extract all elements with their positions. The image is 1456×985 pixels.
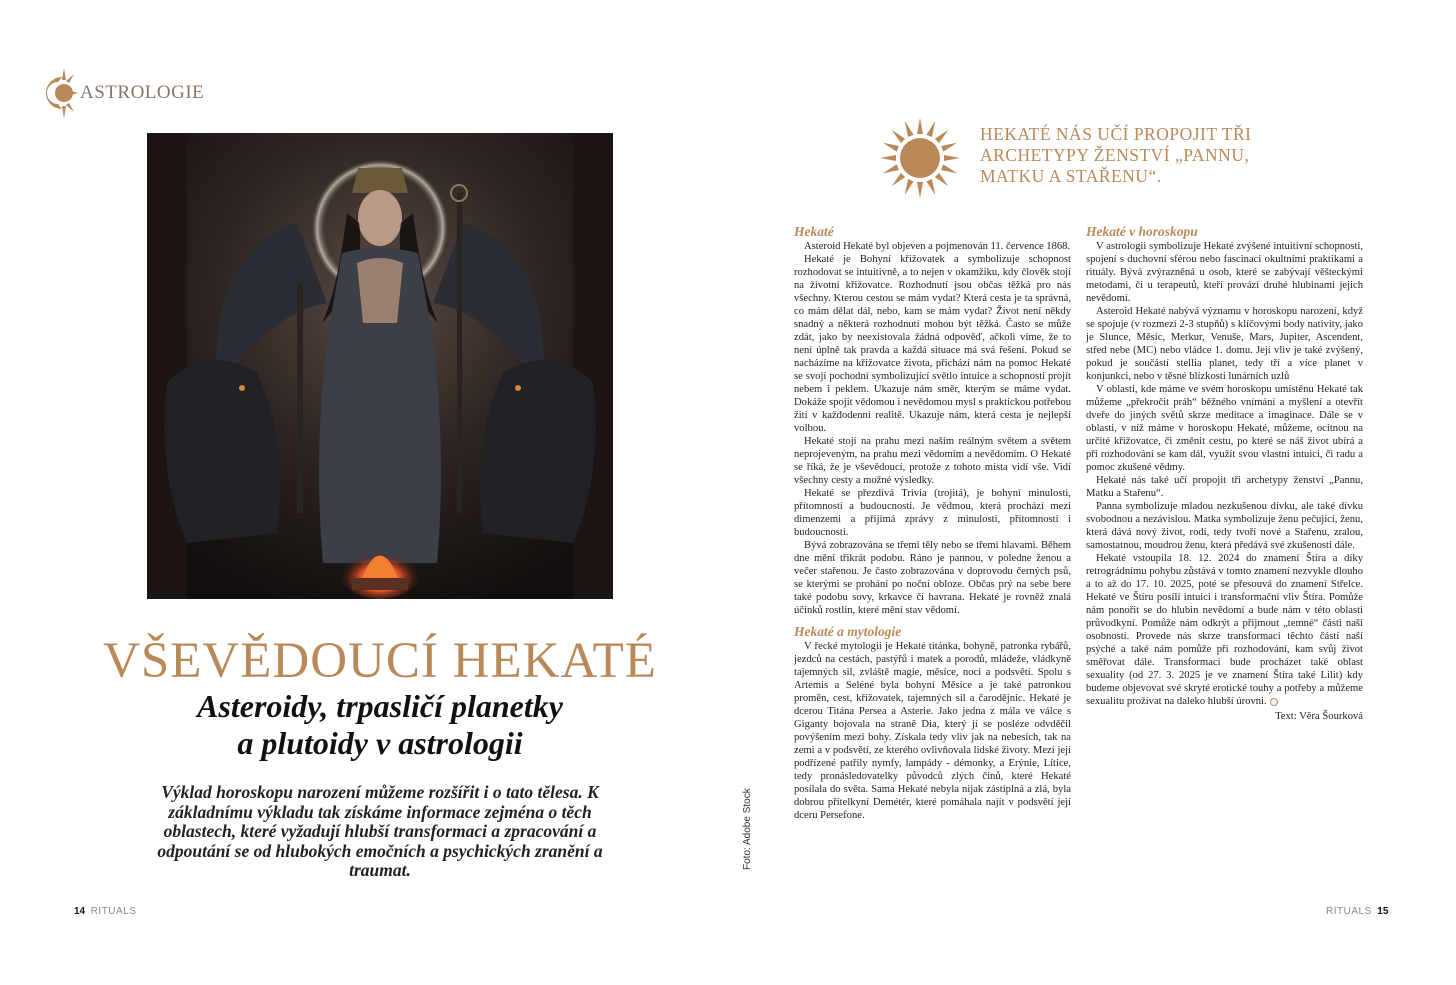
heading-hekate: Hekaté bbox=[794, 224, 834, 239]
paragraph-text: Hekaté vstoupila 18. 12. 2024 do znamení Štíra a díky retrográdnímu pohybu zůstává v tomto znamení nezvykle dlouho a to až do 17. 10. 2025, poté se přesouvá do znamení Střelce. Hekaté ve Štíru posílí intuici i transformační vliv Štíra. Pomůže nám ponořit se do hlubin nevědomí a bude nám v této oblasti průvodkyní. Pomůže nám odkrýt a přijmout „temné“ části naší osobnosti. Provede nás skrze transformaci těchto částí naší psýché a také nám pomůže při rozhodování, kam svůj život směřovat dále. Transformaci bude procházet také oblast sexuality (od 27. 3. 2025 je ve znamení Štíra také Lilit) kdy budeme objevovat své skryté erotické touhy a potřeby a můžeme sexualitu prožívat na daleko hlubší úrovni. bbox=[1086, 553, 1363, 707]
paragraph: Panna symbolizuje mladou nezkušenou dívku, ale také dívku svobodnou a nezávislou. Matka symbolizuje ženu pečující, ženu, která dává nový život, rodí, tedy tvoří nové a Stařenu, zralou, samostatnou, moudrou ženu, která předává své zkušenosti dále. bbox=[1086, 501, 1363, 551]
magazine-name-left: RITUALS bbox=[90, 906, 137, 917]
sun-emblem-icon bbox=[879, 117, 961, 199]
photo-credit: Foto: Adobe Stock bbox=[742, 788, 753, 870]
paragraph: V řecké mytologii je Hekaté titánka, bohyně, patronka rybářů, jezdců na cestách, pastýřů i matek a porodů, mládeže, vládkyně tajemných sil, zvláště magie, měsíce, noci a podsvětí. Spolu s Artemis a Seléné byla bohyní Měsíce a je také patronkou proměn, cest, křižovatek, tajemných sil a čarodějnic. Hekaté je dcerou Titána Persea a Asterie. Jako jedna z mála ve válce s Giganty bojovala na straně Dia, který jí se posléze odvděčil povýšením mezi bohy. Získala tedy vliv jak na nebesích, tak na zemi a v podsvětí, ze kterého ovlivňovala lidské životy. Mezi její podřízené patřily nymfy, lampády - démonky, a Erýnie, Lítice, tedy pronásledovatelky původců zlých činů, které Hekaté posílala do světa. Sama Hekaté nebyla nijak zástiplná a zlá, byla dobrou přítelkyní Demétér, které pomáhala najít v podsvětí její dceru Persefone. bbox=[794, 641, 1071, 821]
heading-horoscope: Hekaté v horoskopu bbox=[1086, 224, 1198, 239]
magazine-name-right: RITUALS bbox=[1326, 906, 1372, 917]
hekate-illustration-image bbox=[147, 133, 613, 599]
page-number-right: 15 bbox=[1377, 906, 1389, 917]
end-of-article-icon bbox=[1270, 698, 1278, 706]
paragraph: Asteroid Hekaté nabývá významu v horoskopu narození, když se spojuje (v rozmezí 2-3 stupňů) s klíčovými body nativity, jako je Slunce, Měsíc, Merkur, Venuše, Mars, Jupiter, Ascendent, střed nebe (MC) nebo vládce 1. domu. Její vliv je také zvýšený, pokud je součástí stellia planet, tedy tří a více planet v konjunkci, nebo v těsné blízkosti lunárních uzlů bbox=[1086, 306, 1363, 382]
paragraph: Hekaté je Bohyní křižovatek a symbolizuje schopnost rozhodovat se intuitivně, a to nejen v okamžiku, kdy člověk stojí na životní křižovatce. Rozhodnutí jsou občas těžká pro nás všechny. Kterou cestou se mám vydat? Která cesta je ta správná, co mám dělat dál, nebo, kam se mám vydat? Život není někdy snadný a některá rozhodnutí mohou být těžká. Často se může zdát, jako by neexistovala žádná odpověď, ačkoli víme, že to není úplně tak pravda a každá situace má svá řešení. Pokud se nacházíme na křižovatce života, přichází nám na pomoc Hekaté se svojí pochodní symbolizující světlo intuice a schopnosti projít nebem i peklem. Ukazuje nám směr, kterým se máme vydat. Dokáže spojit vědomou i nevědomou mysl s praktickou potřebou žití v každodenní realitě. Ukazuje nám, která cesta je nejlepší volbou. bbox=[794, 254, 1071, 434]
paragraph: Asteroid Hekaté byl objeven a pojmenován 11. července 1868. bbox=[804, 241, 1071, 252]
paragraph: Hekaté stojí na prahu mezi naším reálným světem a světem neprojeveným, na prahu mezi vědomím a nevědomím. O Hekaté se říká, že je vševědoucí, protože z tohoto místa vidí vše. Vidí všechny cesty a možné výsledky. bbox=[794, 436, 1071, 486]
page-number-left: 14 bbox=[74, 906, 86, 917]
paragraph: V astrologii symbolizuje Hekaté zvýšené intuitivní schopnosti, spojení s duchovní sférou nebo fascinaci okultními praktikami a rituály. Bývá zvýrazněná u osob, které se zabývají věšteckými metodami, či u terapeutů, kteří provází druhé hlubinami jejich nevědomí. bbox=[1086, 241, 1363, 304]
article-title: VŠEVĚDOUCÍ HEKATÉ bbox=[103, 633, 657, 689]
folio-left bbox=[74, 906, 136, 917]
sun-logo-icon bbox=[44, 66, 80, 120]
paragraph bbox=[1086, 552, 1363, 708]
paragraph: Hekaté se přezdívá Trivia (trojitá), je bohyní minulosti, přítomnosti a budoucnosti. Je vědmou, která prochází mezi dimenzemi a přijímá zprávy z minulosti, přítomnosti i budoucnosti. bbox=[794, 488, 1071, 538]
article-lead: Výklad horoskopu narození můžeme rozšířit i o tato tělesa. K základnímu výkladu tak získáme informace zejména o těch oblastech, které vyžadují hlubší transformaci a zpracování a odpoutání se od hlubokých emočních a psychických zranění a traumat. bbox=[157, 782, 603, 880]
pull-quote: HEKATÉ NÁS UČÍ PROPOJIT TŘI ARCHETYPY ŽENSTVÍ „PANNU, MATKU A STAŘENU“. bbox=[980, 124, 1252, 186]
article-column-1 bbox=[794, 223, 1071, 821]
article-column-2 bbox=[1086, 223, 1363, 723]
article-subtitle bbox=[70, 688, 690, 762]
author-credit: Text: Věra Šourková bbox=[1275, 711, 1363, 722]
folio-right bbox=[1326, 906, 1388, 917]
section-label: ASTROLOGIE bbox=[80, 82, 205, 103]
heading-mythology: Hekaté a mytologie bbox=[794, 624, 902, 639]
subtitle-line-1: Asteroidy, trpasličí planetky bbox=[197, 688, 563, 724]
subtitle-line-2: a plutoidy v astrologii bbox=[237, 725, 523, 761]
paragraph: Bývá zobrazována se třemi těly nebo se třemi hlavami. Během dne mění třikrát podobu. Ráno je pannou, v poledne ženou a večer stařenou. Je často zobrazována v doprovodu černých psů, se kterými se prohání po noční obloze. Občas prý na sebe bere také podobu sovy, krkavce či havrana. Hekaté je rovněž znalá účinků rostlin, které mění stav vědomí. bbox=[794, 540, 1071, 616]
paragraph: Hekaté nás také učí propojit tři archetypy ženství „Pannu, Matku a Stařenu“. bbox=[1086, 475, 1363, 499]
paragraph: V oblasti, kde máme ve svém horoskopu umístěnu Hekaté tak můžeme „překročit práh“ běžného vnímání a myšlení a otevřít dveře do jiných světů skrze meditace a imaginace. Dále se v oblasti, v níž máme v horoskopu Hekaté, můžeme, ocitnou na určité křižovatce, či změnit cestu, po které se náš život ubírá a při rozhodování se kam dál, využít svou vlastní intuici, či radu a pomoc zkušené vědmy. bbox=[1086, 384, 1363, 473]
